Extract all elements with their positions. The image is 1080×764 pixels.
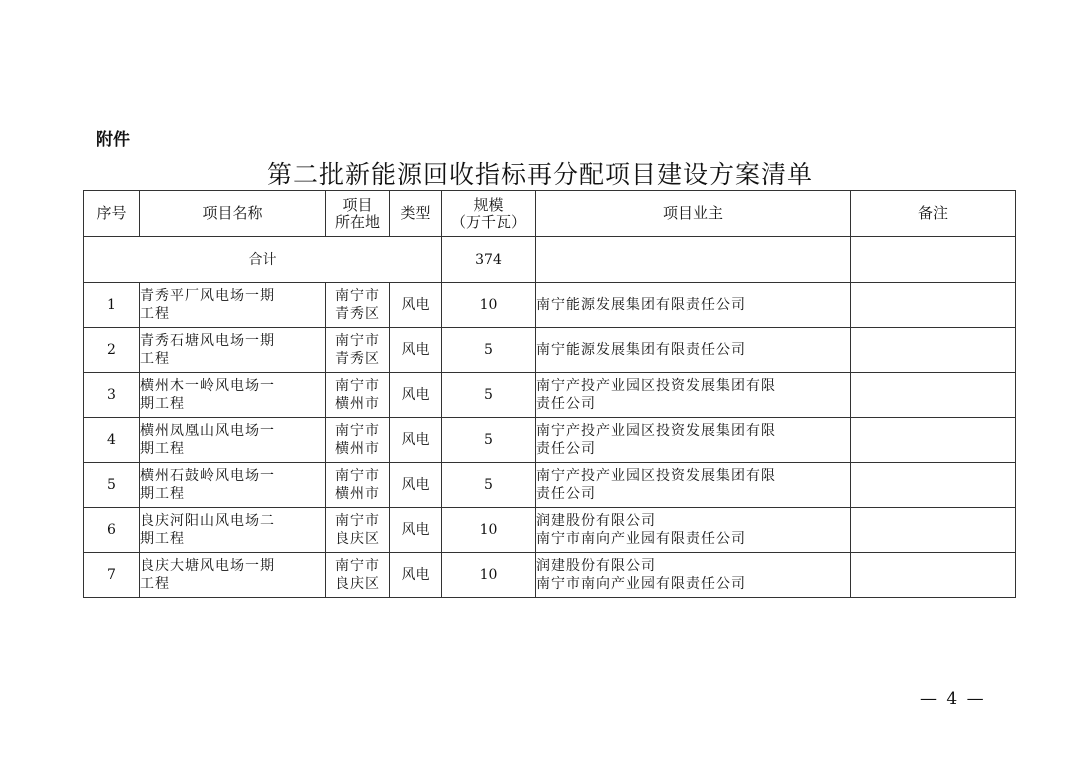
seq-cell: 4 [84,418,140,463]
project-name-line: 良庆河阳山风电场二 [140,513,275,529]
project-name-line: 青秀平厂风电场一期 [140,288,275,304]
owner-line: 责任公司 [536,441,596,457]
remark-cell [851,283,1016,328]
owner-line: 南宁能源发展集团有限责任公司 [536,297,746,313]
location-cell [326,553,390,598]
scale-cell: 5 [442,373,536,418]
table-row [84,418,1016,463]
seq-cell: 3 [84,373,140,418]
owner-cell [536,373,851,418]
project-name-line: 横州木一岭风电场一 [140,378,275,394]
header-location-line-1: 项目 [342,195,373,214]
project-name-cell [140,418,326,463]
scale-cell: 5 [442,328,536,373]
location-line: 南宁市 [335,513,380,529]
project-name-line: 工程 [140,351,170,367]
location-line: 横州市 [335,486,380,502]
type-cell: 风电 [390,508,442,553]
seq-cell: 2 [84,328,140,373]
table-row [84,373,1016,418]
location-cell [326,418,390,463]
location-cell [326,373,390,418]
header-row [84,191,1016,237]
location-line: 良庆区 [335,576,380,592]
type-cell: 风电 [390,553,442,598]
location-line: 南宁市 [335,468,380,484]
remark-cell [851,553,1016,598]
location-cell [326,328,390,373]
type-cell: 风电 [390,328,442,373]
project-name-line: 良庆大塘风电场一期 [140,558,275,574]
location-line: 南宁市 [335,558,380,574]
owner-line: 南宁市南向产业园有限责任公司 [536,576,746,592]
location-cell [326,463,390,508]
project-table [83,190,1016,598]
location-line: 横州市 [335,396,380,412]
location-line: 青秀区 [335,351,380,367]
scale-cell: 10 [442,508,536,553]
owner-cell [536,508,851,553]
remark-cell [851,328,1016,373]
page-title: 第二批新能源回收指标再分配项目建设方案清单 [266,160,813,189]
total-row [84,237,1016,283]
remark-cell [851,463,1016,508]
location-cell [326,508,390,553]
remark-cell [851,508,1016,553]
type-cell: 风电 [390,283,442,328]
project-name-cell [140,373,326,418]
seq-cell: 7 [84,553,140,598]
remark-cell [851,418,1016,463]
header-scale-line-1: 规模 [473,195,504,214]
type-cell: 风电 [390,373,442,418]
owner-line: 南宁市南向产业园有限责任公司 [536,531,746,547]
owner-line: 润建股份有限公司 [536,558,656,574]
owner-cell [536,418,851,463]
project-name-line: 工程 [140,576,170,592]
table-row [84,508,1016,553]
owner-line: 责任公司 [536,486,596,502]
location-cell [326,283,390,328]
project-name-line: 横州凤凰山风电场一 [140,423,275,439]
owner-line: 南宁产投产业园区投资发展集团有限 [536,378,776,394]
total-owner-empty [536,237,851,283]
owner-line: 南宁产投产业园区投资发展集团有限 [536,423,776,439]
header-type: 类型 [390,191,442,237]
header-remark: 备注 [851,191,1016,237]
seq-cell: 5 [84,463,140,508]
project-name-line: 横州石鼓岭风电场一 [140,468,275,484]
total-remark-empty [851,237,1016,283]
header-owner: 项目业主 [536,191,851,237]
table-row [84,283,1016,328]
project-name-line: 青秀石塘风电场一期 [140,333,275,349]
owner-line: 南宁产投产业园区投资发展集团有限 [536,468,776,484]
header-scale-line-2: （万千瓦） [450,212,526,231]
owner-cell [536,328,851,373]
table-row [84,328,1016,373]
owner-cell [536,553,851,598]
location-line: 青秀区 [335,306,380,322]
project-name-line: 期工程 [140,486,185,502]
owner-line: 润建股份有限公司 [536,513,656,529]
header-location-line-2: 所在地 [334,212,380,231]
attachment-label: 附件 [96,130,130,150]
seq-cell: 6 [84,508,140,553]
project-name-cell [140,553,326,598]
owner-cell [536,283,851,328]
project-name-line: 期工程 [140,396,185,412]
header-name: 项目名称 [140,191,326,237]
project-name-line: 期工程 [140,531,185,547]
table-row [84,553,1016,598]
project-name-cell [140,283,326,328]
location-line: 良庆区 [335,531,380,547]
owner-line: 南宁能源发展集团有限责任公司 [536,342,746,358]
remark-cell [851,373,1016,418]
scale-cell: 10 [442,553,536,598]
project-name-cell [140,328,326,373]
owner-cell [536,463,851,508]
location-line: 南宁市 [335,333,380,349]
total-value: 374 [442,237,536,283]
type-cell: 风电 [390,418,442,463]
project-name-cell [140,463,326,508]
owner-line: 责任公司 [536,396,596,412]
header-scale [442,191,536,237]
location-line: 南宁市 [335,288,380,304]
page-number: — 4 — [920,689,986,709]
scale-cell: 5 [442,463,536,508]
project-name-line: 期工程 [140,441,185,457]
project-name-cell [140,508,326,553]
location-line: 横州市 [335,441,380,457]
type-cell: 风电 [390,463,442,508]
header-location [326,191,390,237]
table-row [84,463,1016,508]
project-name-line: 工程 [140,306,170,322]
seq-cell: 1 [84,283,140,328]
location-line: 南宁市 [335,423,380,439]
scale-cell: 10 [442,283,536,328]
scale-cell: 5 [442,418,536,463]
total-label: 合计 [84,237,442,283]
header-seq: 序号 [84,191,140,237]
location-line: 南宁市 [335,378,380,394]
